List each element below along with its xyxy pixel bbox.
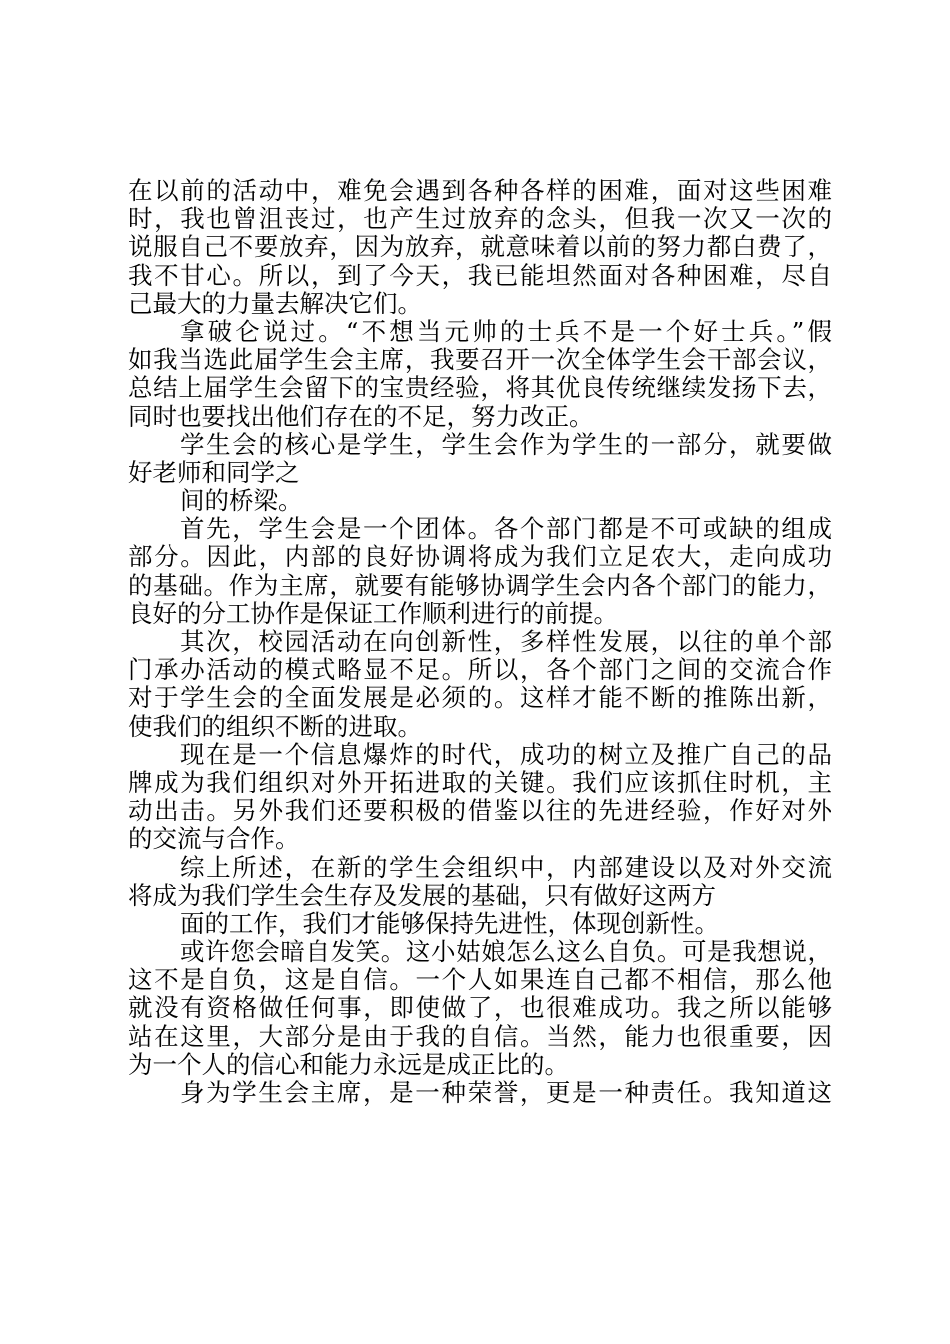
text-line: 将成为我们学生会生存及发展的基础，只有做好这两方 [128,881,716,910]
text-line: 动出击。另外我们还要积极的借鉴以往的先进经验，作好对外 [128,797,832,826]
text-line: 其次，校园活动在向创新性，多样性发展，以往的单个部 [180,628,832,656]
text-line: 身为学生会主席，是一种荣誉，更是一种责任。我知道这 [180,1079,832,1107]
text-line: 使我们的组织不断的进取。 [128,712,422,741]
text-line: 面的工作，我们才能够保持先进性，体现创新性。 [180,909,719,938]
text-line: 为一个人的信心和能力永远是成正比的。 [128,1050,569,1079]
text-line: 就没有资格做任何事，即使做了，也很难成功。我之所以能够 [128,994,832,1023]
text-line: 总结上届学生会留下的宝贵经验，将其优良传统继续发扬下去， [128,374,832,403]
text-line: 对于学生会的全面发展是必须的。这样才能不断的推陈出新， [128,684,832,713]
text-line: 部分。因此，内部的良好协调将成为我们立足农大，走向成功 [128,543,832,572]
body-text [128,177,832,1107]
text-line: 在以前的活动中，难免会遇到各种各样的困难，面对这些困难 [128,177,832,205]
text-line: 我不甘心。所以，到了今天，我已能坦然面对各种困难，尽自 [128,261,832,290]
text-line: 首先，学生会是一个团体。各个部门都是不可或缺的组成 [180,515,832,544]
text-line: 拿破仑说过。“不想当元帅的士兵不是一个好士兵。”假 [180,317,832,346]
text-line: 这不是自负，这是自信。一个人如果连自己都不相信，那么他 [128,966,832,995]
text-line: 间的桥梁。 [180,487,303,516]
text-line: 说服自己不要放弃，因为放弃，就意味着以前的努力都白费了， [128,233,832,262]
text-line: 学生会的核心是学生，学生会作为学生的一部分，就要做 [180,430,832,459]
text-line: 好老师和同学之 [128,458,300,487]
text-line: 牌成为我们组织对外开拓进取的关键。我们应该抓住时机，主 [128,768,832,797]
text-line: 良好的分工协作是保证工作顺利进行的前提。 [128,599,618,628]
text-line: 同时也要找出他们存在的不足，努力改正。 [128,402,594,431]
text-line: 时，我也曾沮丧过，也产生过放弃的念头，但我一次又一次的 [128,205,832,234]
text-line: 站在这里，大部分是由于我的自信。当然，能力也很重要，因 [128,1022,832,1051]
text-line: 的基础。作为主席，就要有能够协调学生会内各个部门的能力， [128,571,832,600]
text-line: 己最大的力量去解决它们。 [128,289,422,318]
text-line: 或许您会暗自发笑。这小姑娘怎么这么自负。可是我想说， [180,938,832,967]
text-line: 现在是一个信息爆炸的时代，成功的树立及推广自己的品 [180,740,832,769]
text-line: 综上所述，在新的学生会组织中，内部建设以及对外交流 [180,853,832,882]
text-line: 如我当选此届学生会主席，我要召开一次全体学生会干部会议， [128,346,832,375]
text-line: 的交流与合作。 [128,825,300,854]
text-line: 门承办活动的模式略显不足。所以，各个部门之间的交流合作 [128,656,832,685]
